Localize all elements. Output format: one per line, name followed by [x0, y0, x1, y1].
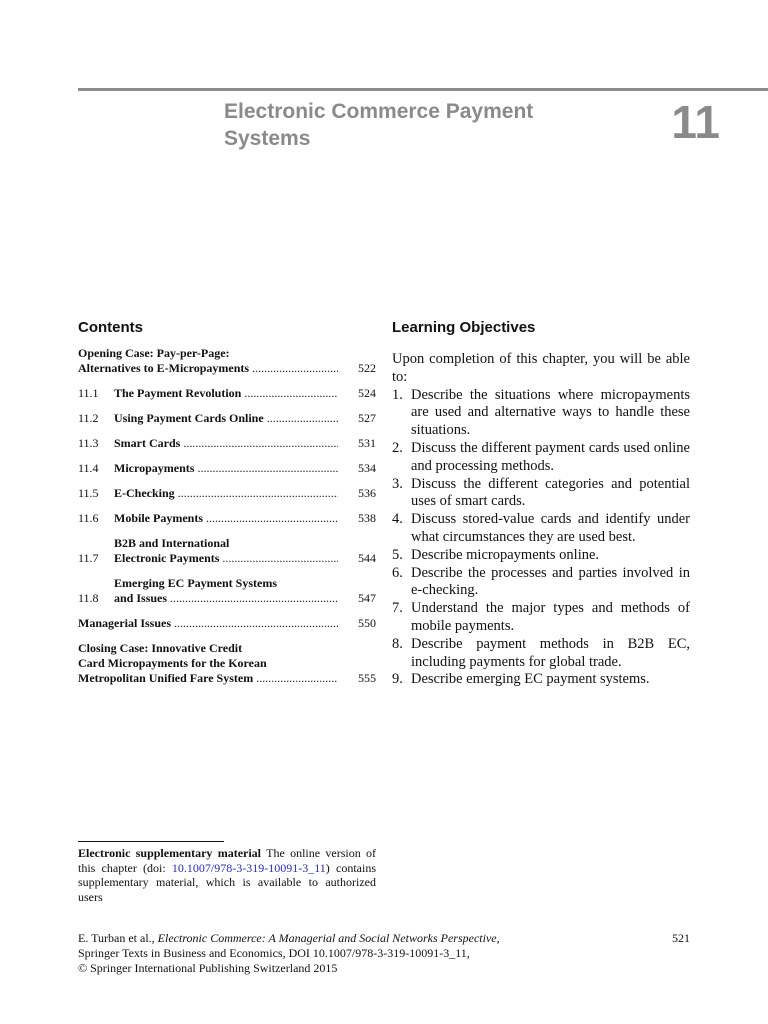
toc-entry[interactable]	[78, 576, 376, 606]
toc-page-number: 550	[358, 616, 376, 630]
toc-section-number: 11.1	[78, 386, 99, 400]
footnote-doi-link[interactable]: 10.1007/978-3-319-10091-3_11	[171, 860, 326, 875]
toc-entry[interactable]	[78, 616, 376, 631]
toc-section-number: 11.2	[78, 411, 99, 425]
toc-title-line: Metropolitan Unified Fare System .....	[78, 671, 338, 686]
toc-title-line: Managerial Issues .....	[78, 616, 338, 631]
footnote-label: Electronic supplementary material	[78, 846, 262, 860]
toc-title-line: Alternatives to E-Micropayments .....	[78, 361, 338, 376]
objective-number: 8.	[392, 635, 403, 652]
footnote-rule	[78, 841, 224, 842]
toc-section-number: 11.8	[78, 591, 99, 605]
table-of-contents	[78, 346, 376, 696]
contents-heading: Contents	[78, 319, 143, 336]
objective-number: 2.	[392, 439, 403, 456]
citation	[78, 931, 638, 976]
toc-page-number: 538	[358, 511, 376, 525]
toc-page-number: 522	[358, 361, 376, 375]
objective-item	[392, 600, 690, 636]
objective-number: 6.	[392, 564, 403, 581]
toc-title-line: B2B and International	[114, 536, 230, 550]
toc-title	[114, 436, 338, 451]
objective-item	[392, 476, 690, 512]
toc-title-line: Closing Case: Innovative Credit	[78, 641, 243, 655]
citation-authors: E. Turban et al.,	[78, 931, 158, 945]
footnote-text-before: The online version of this chapter (doi:	[78, 846, 376, 875]
footnote-text-after: ) contains supplementary material, which is available to authorized users	[78, 860, 376, 904]
citation-series: Springer Texts in Business and Economics, DOI 10.1007/978-3-319-10091-3_11,	[78, 946, 470, 960]
objective-item	[392, 671, 690, 689]
toc-title-line: and Issues .....	[114, 591, 338, 606]
toc-title-line: Electronic Payments .....	[114, 551, 338, 566]
learning-objectives-heading: Learning Objectives	[392, 319, 536, 336]
citation-copyright: © Springer International Publishing Switzerland 2015	[78, 961, 338, 975]
toc-entry[interactable]	[78, 641, 376, 686]
objective-item	[392, 547, 690, 565]
toc-section-number: 11.3	[78, 436, 99, 450]
toc-title	[114, 411, 338, 426]
objective-item	[392, 387, 690, 440]
toc-entry[interactable]	[78, 536, 376, 566]
toc-section-number: 11.4	[78, 461, 99, 475]
objective-text: Describe emerging EC payment systems.	[411, 671, 650, 688]
toc-page-number: 534	[358, 461, 376, 475]
toc-title-line: Using Payment Cards Online .....	[114, 411, 338, 426]
toc-entry[interactable]	[78, 486, 376, 501]
toc-title-line: Smart Cards .....	[114, 436, 338, 451]
toc-entry[interactable]	[78, 346, 376, 376]
citation-line-1: E. Turban et al., Electronic Commerce: A Managerial and Social Networks Perspective,	[78, 931, 500, 945]
objectives-list	[392, 387, 690, 690]
toc-section-number: 11.5	[78, 486, 99, 500]
toc-title	[114, 386, 338, 401]
toc-entry[interactable]	[78, 461, 376, 476]
page-number: 521	[672, 931, 690, 945]
toc-title	[114, 536, 338, 566]
toc-page-number: 531	[358, 436, 376, 450]
objective-item	[392, 565, 690, 601]
objective-text: Describe payment methods in B2B EC, including payments for global trade.	[411, 635, 690, 670]
toc-title	[78, 346, 338, 376]
objective-number: 7.	[392, 600, 403, 617]
objective-text: Discuss stored-value cards and identify under what circumstances they are used best.	[411, 511, 690, 545]
toc-entry[interactable]	[78, 511, 376, 526]
citation-book-title: Electronic Commerce: A Managerial and Social Networks Perspective	[157, 931, 497, 945]
toc-title	[114, 511, 338, 526]
toc-title-line: Card Micropayments for the Korean	[78, 656, 267, 670]
chapter-number: 11	[671, 96, 720, 148]
toc-page-number: 536	[358, 486, 376, 500]
toc-section-number: 11.6	[78, 511, 99, 525]
toc-section-number: 11.7	[78, 551, 99, 565]
toc-page-number: 527	[358, 411, 376, 425]
objective-text: Discuss the different payment cards used online and processing methods.	[411, 439, 690, 474]
top-rule	[78, 88, 768, 91]
toc-title	[114, 461, 338, 476]
toc-page-number: 524	[358, 386, 376, 400]
objective-text: Understand the major types and methods of mobile payments.	[411, 600, 690, 634]
objective-item	[392, 511, 690, 547]
objective-text: Discuss the different categories and potential uses of smart cards.	[411, 475, 690, 510]
toc-entry[interactable]	[78, 386, 376, 401]
toc-page-number: 544	[358, 551, 376, 565]
objective-item	[392, 440, 690, 476]
objective-number: 1.	[392, 386, 403, 403]
toc-title	[114, 576, 338, 606]
objectives-intro: Upon completion of this chapter, you will be able to:	[392, 351, 690, 385]
objective-text: Describe micropayments online.	[411, 546, 600, 563]
chapter-title: Electronic Commerce Payment Systems	[224, 100, 534, 150]
toc-title-line: Mobile Payments .....	[114, 511, 338, 526]
objective-text: Describe the processes and parties involved in e-checking.	[411, 564, 690, 599]
learning-objectives	[392, 351, 690, 689]
toc-title-line: E-Checking .....	[114, 486, 338, 501]
toc-title-line: Opening Case: Pay-per-Page:	[78, 346, 230, 360]
toc-page-number: 547	[358, 591, 376, 605]
objective-number: 5.	[392, 546, 403, 563]
toc-title-line: Micropayments .....	[114, 461, 338, 476]
toc-title-line: Emerging EC Payment Systems	[114, 576, 277, 590]
toc-entry[interactable]	[78, 411, 376, 426]
objective-number: 9.	[392, 671, 403, 688]
objective-number: 3.	[392, 475, 403, 492]
toc-title	[78, 616, 338, 631]
footnote	[78, 846, 376, 904]
toc-entry[interactable]	[78, 436, 376, 451]
toc-title	[114, 486, 338, 501]
objective-number: 4.	[392, 511, 403, 528]
objective-text: Describe the situations where micropayments are used and alternative ways to handle these situations.	[411, 386, 690, 439]
toc-page-number: 555	[358, 671, 376, 685]
toc-title	[78, 641, 338, 686]
objective-item	[392, 636, 690, 672]
toc-title-line: The Payment Revolution .....	[114, 386, 338, 401]
